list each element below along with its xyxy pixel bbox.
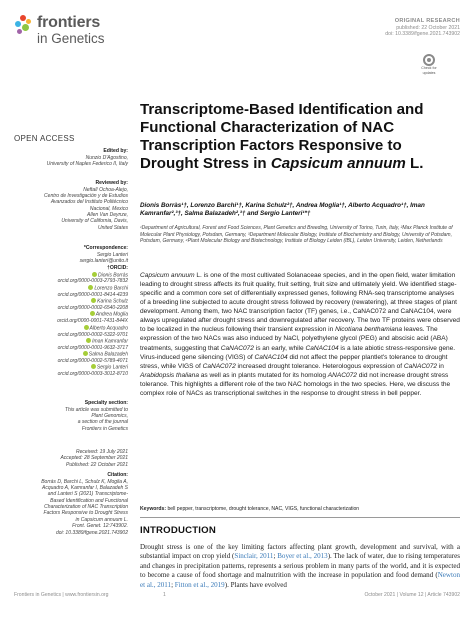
sidebar-heading: *Correspondence:	[83, 245, 128, 251]
introduction-text	[140, 543, 460, 590]
intro-run: ;	[273, 552, 278, 561]
intro-run: ). The lack of water, due to rising temperatures and changes in precipitation patterns, represents a serious problem in many parts of the world, and it is expected to become a cause of food shortage and malnutrition with the increase in population and food demand (	[140, 552, 460, 580]
abstract-run: is a late abiotic stress-responsive gene. Virus-induced gene silencing (VIGS) of	[140, 344, 456, 361]
sidebar-line: Andrea Moglia	[57, 311, 128, 318]
sidebar-block	[57, 265, 128, 378]
sidebar-line: Neftalí Ochoa-Alejo,	[83, 186, 128, 193]
doi-link[interactable]: doi: 10.3389/fgene.2021.743902	[385, 31, 460, 38]
sidebar-line: Centro de Investigación y de Estudios	[44, 192, 128, 199]
check-updates-label-2: updates	[422, 70, 436, 75]
sidebar-line: and Lanteri S (2021) Transcriptome-	[47, 491, 128, 498]
sidebar-line: Sergio Lanteri	[57, 364, 128, 371]
sidebar-block	[44, 180, 128, 231]
abstract-italic: ANAC072	[327, 371, 357, 379]
orcid-icon	[91, 298, 96, 303]
sidebar-link[interactable]: orcid.org/0000-0002-5322-9701	[57, 331, 128, 338]
abstract-italic: Capsicum annuum	[140, 272, 195, 279]
publication-info	[385, 18, 460, 38]
citation-link[interactable]: Newton et al., 2011	[140, 571, 460, 589]
sidebar-line: University of Naples Federico II, Italy	[46, 160, 128, 167]
sidebar-line: Salma Balazadeh	[57, 351, 128, 358]
abstract-italic: CaNAC072	[202, 362, 236, 370]
section-divider	[140, 517, 460, 518]
sidebar-line: Alberto Acquadro	[57, 325, 128, 332]
orcid-icon	[86, 338, 91, 343]
abstract-run: is an early, while	[253, 344, 306, 352]
abstract-italic: Arabidopsis thaliana	[140, 371, 199, 379]
sidebar-line: Karina Schulz	[57, 298, 128, 305]
sidebar-line: Received: 19 July 2021	[76, 449, 128, 455]
sidebar-link[interactable]: orcid.org/0000-0001-8414-4239	[57, 291, 128, 298]
orcid-icon	[84, 325, 89, 330]
intro-run: ;	[171, 580, 175, 589]
abstract	[140, 271, 460, 398]
citation-link[interactable]: Sinclair, 2011	[234, 552, 274, 561]
abstract-italic: CaNAC104	[254, 353, 288, 361]
sidebar-link[interactable]: orcid.org/0000-0001-7431-844X	[57, 318, 128, 325]
abstract-run: did not increase drought stress tolerance. This highlights a different role of the two NAC homologs in the two species. Here, we discuss the complex role of NACs as transcriptional switches in the response to drought stress in bell pepper.	[140, 371, 451, 397]
sidebar-link[interactable]: orcid.org/0000-0002-6540-2208	[57, 304, 128, 311]
check-for-updates-badge[interactable]	[419, 54, 439, 76]
abstract-italic: CaNAC072	[220, 344, 254, 352]
title-end: L.	[405, 155, 424, 173]
title-text: Transcriptome-Based Identification and Functional Characterization of NAC Transcription Factors Responsive to Drought Stress in	[140, 101, 424, 173]
journal-name: in Genetics	[37, 31, 105, 46]
abstract-run: L. is one of the most cultivated Solanaceae species, and in the open field, water limitation leading to drought stress affects its fruit quality, fruit setting, fruit size and ultimately yield. We identified stage-specific and a common core set of differentially expressed genes, following RNA-seq transcriptome analyses of a breeding line subjected to acute drought stress followed by recovery (rewatering), at three stages of plant development. Among them, two NAC transcription factor (TF) genes, i.e., CaNAC072 and CaNAC104, were always upregulated after drought stress and downregulated after recovery. The two TF proteins were observed to be localized in the nucleus following their transient expression in	[140, 272, 460, 334]
intro-run: ). Plants have evolved	[224, 580, 287, 589]
sidebar-block	[65, 400, 128, 432]
sidebar-link[interactable]: orcid.org/0000-0003-2793-7832	[57, 278, 128, 285]
orcid-icon	[91, 364, 96, 369]
sidebar-line: Iman Kamranfar	[57, 338, 128, 345]
introduction-heading: INTRODUCTION	[140, 525, 216, 536]
page-number: 1	[163, 592, 166, 598]
sidebar-line: Nunzio D'Agostino,	[85, 154, 128, 161]
sidebar-heading: Citation:	[107, 472, 128, 478]
sidebar-line: Borràs D, Barchi L, Schulz K, Moglia A,	[41, 478, 128, 485]
sidebar-line: Allen Van Deynze,	[87, 212, 128, 219]
sidebar-block	[60, 449, 128, 468]
abstract-run: in	[436, 362, 444, 370]
sidebar-link[interactable]: orcid.org/0000-0001-9632-3717	[57, 344, 128, 351]
article-title	[140, 101, 460, 173]
sidebar-line: Based Identification and Functional	[50, 497, 128, 504]
intro-run: Drought stress is one of the key limiting factors affecting plant growth, development and survival, with a substantial impact on crop yield (	[140, 543, 460, 561]
sidebar-block	[80, 245, 128, 264]
abstract-run: increased drought tolerance. Heterologous expression of	[235, 362, 404, 370]
sidebar-heading: Edited by:	[103, 148, 128, 154]
keywords	[140, 506, 460, 512]
sidebar-link[interactable]: doi: 10.3389/fgene.2021.743902	[55, 529, 128, 536]
orcid-icon	[92, 272, 97, 277]
abstract-italic: CaNAC104	[305, 344, 339, 352]
footer-journal[interactable]: Frontiers in Genetics | www.frontiersin.org	[14, 592, 109, 598]
sidebar-heading: †ORCID:	[107, 265, 128, 271]
abstract-italic: CaNAC072	[403, 362, 437, 370]
abstract-run: did not affect the pepper plantlet's tolerance to drought stress, while VIGS of	[140, 353, 448, 370]
sidebar-line: a section of the journal	[77, 419, 128, 426]
sidebar-line: Frontiers in Genetics	[81, 425, 128, 432]
affiliations: ¹Department of Agricultural, Forest and Food Sciences, Plant Genetics and Breeding, University of Torino, Turin, Italy, ²Max Planck Institute of Molecular Plant Physiology, Potsdam, Germany, ³Department Molecular Biology, Institute of Biochemistry and Biology, University of Potsdam, Potsdam, Germany, ⁴Plant Molecular Biology and Biotechnology, Institute of Biology Leiden (IBL), Leiden University, Leiden, Netherlands	[140, 225, 453, 245]
check-updates-icon	[423, 54, 435, 66]
article-type: ORIGINAL RESEARCH	[394, 18, 460, 24]
sidebar-line: Lorenzo Barchi	[57, 285, 128, 292]
sidebar-line: Plant Genomics,	[91, 412, 128, 419]
keywords-text: bell pepper, transcriptome, drought tolerance, NAC, VIGS, functional characterization	[166, 506, 360, 512]
sidebar-line: Factors Responsive to Drought Stress	[43, 510, 128, 517]
sidebar-line: Front. Genet. 12:743902.	[72, 523, 128, 530]
title-species: Capsicum annuum	[270, 155, 406, 173]
sidebar-block	[41, 472, 128, 536]
citation-link[interactable]: Boyer et al., 2013	[277, 552, 328, 561]
sidebar-line: Characterization of NAC Transcription	[44, 504, 128, 511]
sidebar-link[interactable]: orcid.org/0000-0003-3012-8710	[57, 371, 128, 378]
sidebar-link[interactable]: sergio.lanteri@unito.it	[79, 257, 128, 264]
sidebar-line: Avanzados del Instituto Politécnico	[50, 199, 128, 206]
frontiers-logo-icon	[14, 15, 34, 37]
sidebar-line: United States	[97, 224, 128, 231]
sidebar-line: This article was submitted to	[64, 406, 128, 413]
sidebar-link[interactable]: orcid.org/0000-0002-5789-4071	[57, 358, 128, 365]
journal-logo	[14, 15, 105, 46]
keywords-label: Keywords:	[140, 506, 167, 512]
sidebar-heading: Reviewed by:	[95, 180, 128, 186]
sidebar-line: Published: 22 October 2021	[66, 461, 128, 468]
abstract-run: leaves. The expression of the two NACs was also induced by NaCl, polyethylene glycol (PEG) and abscisic acid (ABA) treatments, suggesting that	[140, 326, 448, 352]
sidebar-line: Acquadro A, Kamranfar I, Balazadeh S	[42, 484, 128, 491]
sidebar-heading: Specialty section:	[84, 400, 128, 406]
abstract-run: as well as in plants mutated for its homolog	[198, 371, 328, 379]
orcid-icon	[83, 351, 88, 356]
check-updates-label-1: Check for	[421, 66, 437, 70]
orcid-icon	[90, 311, 95, 316]
sidebar-line: Dionis Borràs	[57, 272, 128, 279]
orcid-icon	[88, 285, 93, 290]
published-date: published: 22 October 2021	[396, 24, 460, 31]
citation-link[interactable]: Fitton et al., 2019	[174, 580, 225, 589]
sidebar-block	[47, 148, 128, 167]
sidebar-line: in Capsicum annuum L.	[75, 516, 128, 523]
abstract-italic: Nicotiana benthamiana	[335, 326, 403, 334]
sidebar-line: Sergio Lanteri	[96, 251, 128, 258]
sidebar-line: University of California, Davis,	[61, 218, 128, 225]
author-list: Dionis Borràs¹†, Lorenzo Barchi¹†, Karina Schulz²†, Andrea Moglia¹†, Alberto Acquadro¹†, Iman Kamranfar²,³†, Salma Balazadeh²,³† and Sergio Lanteri¹*†	[140, 202, 425, 218]
sidebar-line: Accepted: 28 September 2021	[60, 455, 128, 462]
sidebar-line: Nacional, Mexico	[89, 205, 128, 212]
footer-issue: October 2021 | Volume 12 | Article 743902	[364, 592, 460, 598]
brand-name: frontiers	[37, 14, 101, 31]
open-access-label: OPEN ACCESS	[14, 134, 75, 143]
